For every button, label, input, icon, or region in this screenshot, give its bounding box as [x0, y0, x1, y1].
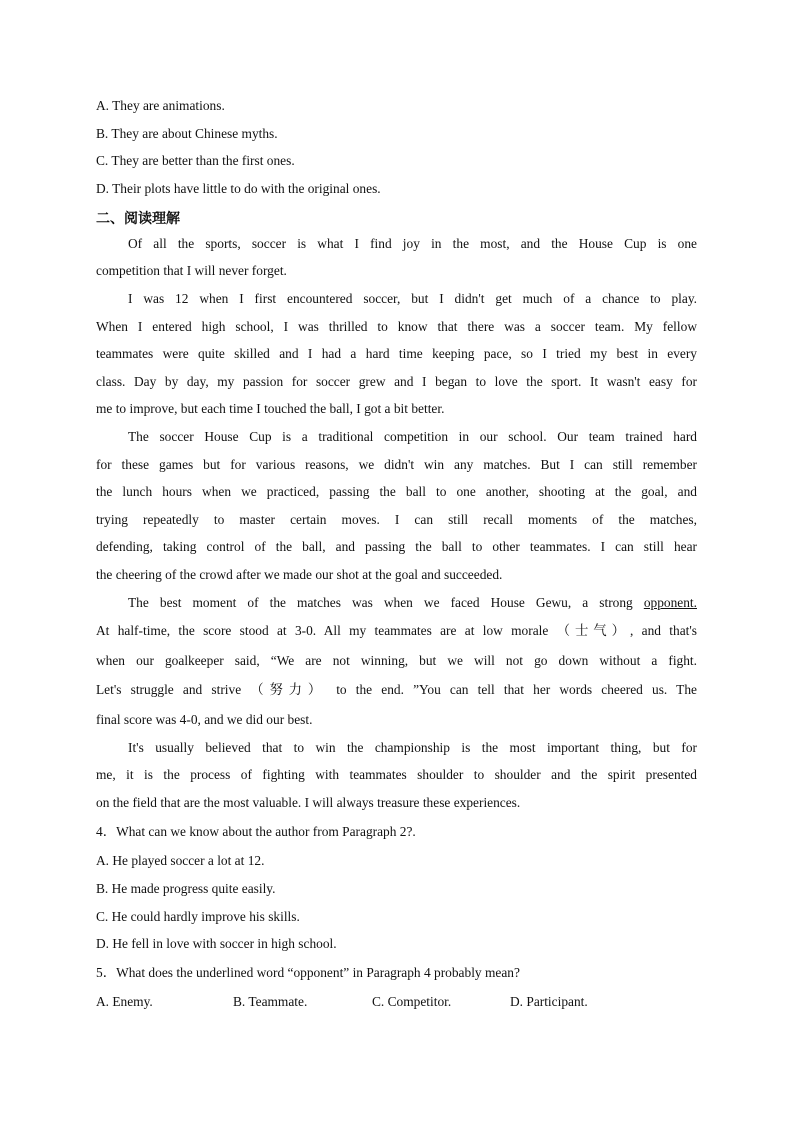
passage-p2-line: me to improve, but each time I touched the ball, I got a bit better.: [96, 401, 445, 416]
q5-option-a: A. Enemy.: [96, 994, 153, 1009]
passage-p2-line: When I entered high school, I was thrilled to know that there was a soccer team. My fellow: [96, 319, 697, 334]
passage-p2-line: teammates were quite skilled and I had a hard time keeping pace, so I tried my best in every: [96, 346, 697, 361]
passage-p2-line: class. Day by day, my passion for soccer grew and I began to love the sport. It wasn't easy for: [96, 374, 697, 389]
q4-option-d: D. He fell in love with soccer in high school.: [96, 936, 337, 951]
passage-p4-line: [128, 589, 697, 617]
q5-option-d: D. Participant.: [510, 994, 588, 1009]
passage-p2-line: I was 12 when I first encountered soccer, but I didn't get much of a chance to play.: [128, 291, 697, 306]
section-heading: 二、阅读理解: [96, 211, 180, 227]
q4-option-c: C. He could hardly improve his skills.: [96, 909, 300, 924]
passage-p5-line: It's usually believed that to win the championship is the most important thing, but for: [128, 740, 697, 755]
passage-p4-line: when our goalkeeper said, “We are not winning, but we will not go down without a fight.: [96, 653, 697, 668]
passage-p3-line: the cheering of the crowd after we made our shot at the goal and succeeded.: [96, 567, 503, 582]
q4-option-b: B. He made progress quite easily.: [96, 881, 276, 896]
passage-p4-line: Let's struggle and strive （努力） to the end. ”You can tell that her words cheered us. The: [96, 682, 697, 697]
passage-p3-line: The soccer House Cup is a traditional competition in our school. Our team trained hard: [128, 429, 697, 444]
passage-p4-text: The best moment of the matches was when we faced House Gewu, a strong: [128, 595, 644, 610]
question-5-stem: 5．What does the underlined word “opponent” in Paragraph 4 probably mean?: [96, 965, 520, 980]
q3-option-a: A. They are animations.: [96, 98, 225, 113]
passage-p1-line: Of all the sports, soccer is what I find joy in the most, and the House Cup is one: [128, 236, 697, 251]
passage-p5-line: on the field that are the most valuable. I will always treasure these experiences.: [96, 795, 521, 810]
passage-p3-line: trying repeatedly to master certain moves. I can still recall moments of the matches,: [96, 512, 697, 527]
question-4-stem: 4．What can we know about the author from Paragraph 2?.: [96, 824, 416, 839]
passage-p4-line: final score was 4-0, and we did our best.: [96, 712, 313, 727]
q5-option-c: C. Competitor.: [372, 994, 452, 1009]
q4-option-a: A. He played soccer a lot at 12.: [96, 853, 265, 868]
passage-p4-line: At half-time, the score stood at 3-0. All my teammates are at low morale （士气）, and that's: [96, 623, 697, 638]
q3-option-d: D. Their plots have little to do with the original ones.: [96, 181, 381, 196]
passage-p3-line: the lunch hours when we practiced, passing the ball to one another, shooting at the goal, and: [96, 484, 697, 499]
passage-p3-line: for these games but for various reasons, we didn't win any matches. But I can still remember: [96, 457, 697, 472]
q5-option-b: B. Teammate.: [233, 994, 308, 1009]
underlined-word-opponent: opponent.: [643, 595, 697, 610]
passage-p3-line: defending, taking control of the ball, and passing the ball to other teammates. I can still hear: [96, 539, 697, 554]
q3-option-c: C. They are better than the first ones.: [96, 153, 295, 168]
passage-p1-line: competition that I will never forget.: [96, 263, 287, 278]
q3-option-b: B. They are about Chinese myths.: [96, 126, 278, 141]
passage-p5-line: me, it is the process of fighting with teammates shoulder to shoulder and the spirit presented: [96, 767, 697, 782]
